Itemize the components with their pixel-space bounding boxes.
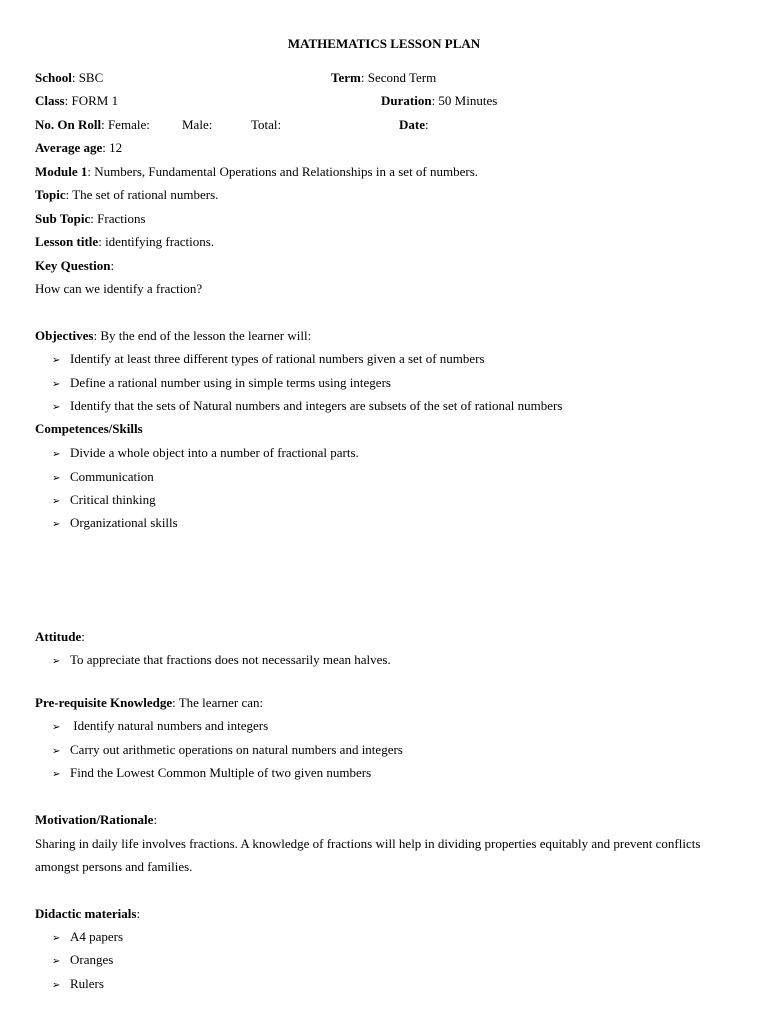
- arrowhead-bullet-icon: ➢: [52, 473, 61, 484]
- list-item: ➢ Divide a whole object into a number of fractional parts.: [52, 445, 359, 463]
- list-item: ➢ Rulers: [52, 976, 104, 994]
- list-item: ➢ A4 papers: [52, 929, 123, 947]
- class-line: Class: FORM 1: [35, 93, 119, 108]
- list-item: ➢ Identify at least three different types of rational numbers given a set of numbers: [52, 351, 485, 369]
- arrowhead-bullet-icon: ➢: [52, 496, 61, 507]
- subtopic-line: Sub Topic: Fractions: [35, 211, 146, 226]
- term-line: Term: Second Term: [331, 70, 437, 85]
- arrowhead-bullet-icon: ➢: [52, 722, 61, 733]
- list-item: ➢ To appreciate that fractions does not necessarily mean halves.: [52, 652, 391, 670]
- list-item: ➢ Critical thinking: [52, 492, 156, 510]
- page-title: MATHEMATICS LESSON PLAN: [287, 36, 481, 51]
- list-item: ➢ Identify natural numbers and integers: [52, 718, 268, 736]
- arrowhead-bullet-icon: ➢: [52, 379, 61, 390]
- list-item: ➢ Communication: [52, 469, 154, 487]
- list-item: ➢ Organizational skills: [52, 515, 178, 533]
- arrowhead-bullet-icon: ➢: [52, 355, 61, 366]
- topic-line: Topic: The set of rational numbers.: [35, 187, 219, 202]
- key-question-heading: Key Question:: [35, 258, 115, 273]
- list-item: ➢ Identify that the sets of Natural numbers and integers are subsets of the set of rational numbers: [52, 398, 562, 416]
- arrowhead-bullet-icon: ➢: [52, 656, 61, 667]
- attitude-heading: Attitude:: [35, 629, 85, 644]
- objectives-heading: Objectives: By the end of the lesson the learner will:: [35, 328, 312, 343]
- age-line: Average age: 12: [35, 140, 123, 155]
- key-question-text: How can we identify a fraction?: [35, 281, 203, 296]
- lesson-title-line: Lesson title: identifying fractions.: [35, 234, 215, 249]
- motivation-text: Sharing in daily life involves fractions. A knowledge of fractions will help in dividing properties equitably and prevent conflicts amongst persons and families.: [35, 836, 701, 874]
- roll-line: No. On Roll: Female:: [35, 117, 150, 132]
- arrowhead-bullet-icon: ➢: [52, 933, 61, 944]
- prerequisite-heading: Pre-requisite Knowledge: The learner can:: [35, 695, 264, 710]
- duration-line: Duration: 50 Minutes: [381, 93, 498, 108]
- arrowhead-bullet-icon: ➢: [52, 519, 61, 530]
- date-line: Date:: [399, 117, 429, 132]
- list-item: ➢ Carry out arithmetic operations on natural numbers and integers: [52, 742, 403, 760]
- list-item: ➢ Oranges: [52, 952, 113, 970]
- module-line: Module 1: Numbers, Fundamental Operations and Relationships in a set of numbers.: [35, 164, 479, 179]
- competences-heading: Competences/Skills: [35, 421, 143, 436]
- motivation-heading: Motivation/Rationale:: [35, 812, 158, 827]
- list-item: ➢ Define a rational number using in simple terms using integers: [52, 375, 391, 393]
- roll-male: Male:: [182, 117, 213, 132]
- arrowhead-bullet-icon: ➢: [52, 980, 61, 991]
- arrowhead-bullet-icon: ➢: [52, 746, 61, 757]
- arrowhead-bullet-icon: ➢: [52, 402, 61, 413]
- arrowhead-bullet-icon: ➢: [52, 449, 61, 460]
- list-item: ➢ Find the Lowest Common Multiple of two given numbers: [52, 765, 371, 783]
- arrowhead-bullet-icon: ➢: [52, 956, 61, 967]
- didactic-heading: Didactic materials:: [35, 906, 141, 921]
- school-line: School: SBC: [35, 70, 104, 85]
- arrowhead-bullet-icon: ➢: [52, 769, 61, 780]
- roll-total: Total:: [251, 117, 282, 132]
